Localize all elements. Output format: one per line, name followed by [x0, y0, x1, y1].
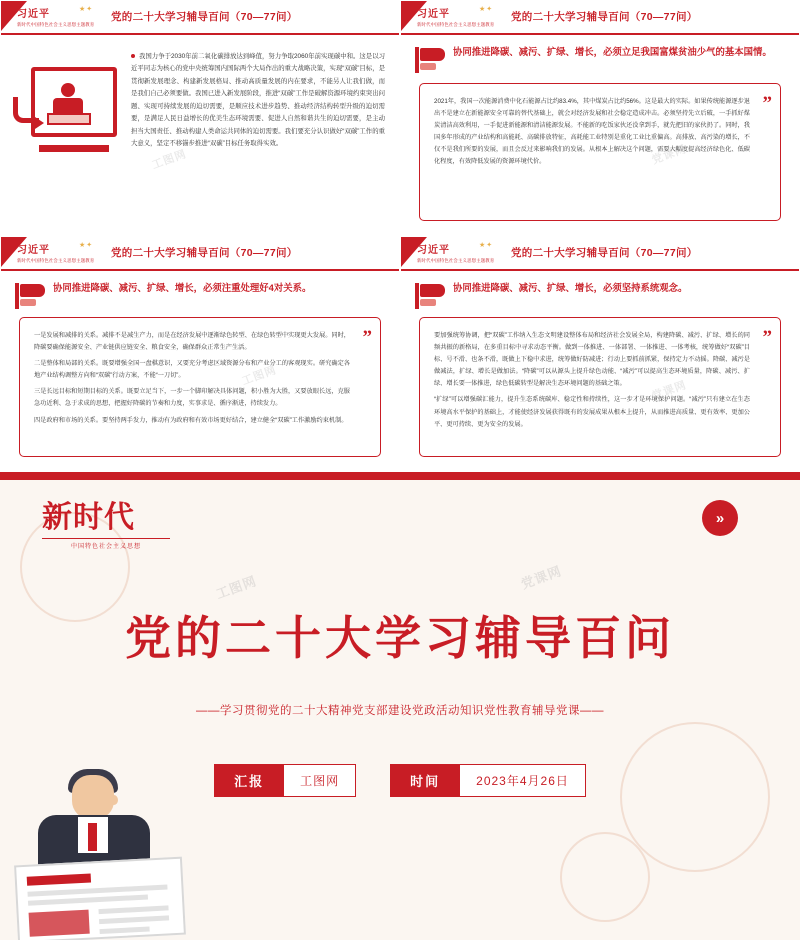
gear-decoration-icon	[560, 832, 650, 922]
slide-header	[1, 237, 399, 271]
quote-paragraph: “扩绿”可以增强碳汇能力，提升生态系统碳库、稳定性和持续性，这一步才是环境保护问题。“减污”只有建立在生态环境高水平保护的基础上，才能使经济发展获得既有的发展成果从根本上提升，从而推进高质量、更有效率、更加公平、更可持续、更为安全的发展。	[434, 396, 750, 428]
slide-paragraph	[131, 51, 385, 151]
time-group	[390, 764, 586, 797]
slide-header	[401, 1, 799, 35]
brand-subtitle: 新时代中国特色社会主义思想主题教育	[17, 22, 95, 27]
brand-name: 习近平	[417, 9, 450, 20]
quote-paragraph: 一是发展和减排的关系。减排不是减生产力，而是在经济发展中逐渐绿色转型、在绿色转型中实现更大发展。同时，降碳要确保能源安全、产业链供应链安全、粮食安全，确保群众正常生产生活。	[34, 332, 350, 352]
stars-icon: ★✦	[79, 6, 94, 13]
report-value: 工图网	[284, 764, 356, 797]
watermark: 工图网	[214, 573, 259, 602]
quote-mark-icon: ”	[762, 93, 772, 114]
slide-title: 党的二十大学习辅导百问（70—77问）	[111, 11, 298, 23]
slide-paragraph-text: 我国力争于2030年前二氧化碳排放达到峰值，努力争取2060年前实现碳中和。这是以习近平同志为核心的党中央统筹国内国际两个大局作出的重大战略决策，实现“双碳”目标，是贯彻新发展理念、构建新发展格局、推动高质量发展的内在要求，不能另人让我们做，而是我们自己必须要做。我国已进入新发展阶段，推进“双碳”工作是破解资源环境约束突出问题、实现可持续发展的迫切需要，是顺应技术进步趋势、推动经济结构转型升级的迫切需要，是满足人民日益增长的优美生态环境需要、促进人自然和谐共生的迫切需要，是主动担当大国责任、推动构建人类命运共同体的迫切需要。我们要充分认识做好“双碳”工作的重大意义，坚定不移锚步推进“双碳”目标任务取得实效。	[131, 53, 385, 148]
quote-card	[419, 317, 781, 457]
watermark: 工图网	[150, 148, 189, 172]
watermark: 工图网	[240, 364, 279, 388]
slide-heading: 协同推进降碳、减污、扩绿、增长，必须坚持系统观念。	[453, 282, 688, 293]
watermark: 党课网	[650, 379, 689, 403]
cover-top-strip	[0, 472, 800, 480]
slide-thumbnail-3[interactable]	[0, 236, 400, 472]
quote-paragraph: 二是整体和局部的关系。既要增强全国一盘棋意识，又要充分考虑区域资源分布和产业分工的客观现实。研究确定各地产业结构调整方向和“双碳”行动方案，不能“一刀切”。	[34, 360, 350, 380]
quote-paragraph: 三是长远目标和短期目标的关系。既要立足当下，一步一个脚印解决具体问题，积小胜为大胜，又要放眼长远，克服急功近利、急于求成的思想，把握好降碳的节奏和力度，实事求是、循序渐进，持续发力。	[34, 388, 350, 408]
quote-card	[19, 317, 381, 457]
slide-heading-row	[15, 281, 385, 309]
slide-body	[401, 273, 799, 471]
time-label: 时间	[390, 764, 460, 797]
page-title: 党的二十大学习辅导百问	[125, 613, 675, 664]
stars-icon: ★✦	[479, 6, 494, 13]
quote-paragraph: 四是政府和市场的关系。要坚持两手发力，推动有为政府和有效市场更好结合，建立健全“双碳”工作激励约束机制。	[34, 416, 348, 424]
slide-header	[401, 237, 799, 271]
slide-title: 党的二十大学习辅导百问（70—77问）	[111, 247, 298, 259]
slide-thumbnail-2[interactable]	[400, 0, 800, 236]
slide-thumbnail-1[interactable]	[0, 0, 400, 236]
slide-body	[1, 37, 399, 235]
cover-slide[interactable]	[0, 472, 800, 940]
brand-subtitle: 新时代中国特色社会主义思想主题教育	[17, 258, 95, 263]
flag-icon	[415, 47, 445, 73]
slide-body	[1, 273, 399, 471]
newspaper-reader-illustration	[10, 765, 190, 940]
quote-paragraph: 要加强统筹协调，把“双碳”工作纳入生态文明建设整体布局和经济社会发展全局，构建降碳、减污、扩绿、增长的同频共振的新格局，在多重目标中寻求动态平衡。做到一体推进、一体部署、一体推进、一体考核，统筹做好“双碳”目标、号不滑、也条不滑，既做上下稳中求进，统筹做好防减进；行动上要抓前抓紧，保持定力不动摇。降碳、减污是做减法，扩绿、增长是做加法。“降碳”可以从源头上提升绿色动能、“减污”可以提高生态环境质量，降碳、减污、扩绿、增长要一体推进，绿色低碳转型是解决生态环境问题的基础之策。	[434, 332, 750, 388]
report-group	[214, 764, 356, 797]
slide-header	[1, 1, 399, 35]
slide-title: 党的二十大学习辅导百问（70—77问）	[511, 247, 698, 259]
slide-body	[401, 37, 799, 235]
double-chevron-right-icon[interactable]: »	[702, 500, 738, 536]
new-era-logo	[42, 492, 192, 562]
quote-card	[419, 83, 781, 221]
watermark: 党课网	[519, 563, 564, 592]
slide-title: 党的二十大学习辅导百问（70—77问）	[511, 11, 698, 23]
slide-heading-row	[415, 281, 785, 309]
brand-subtitle: 新时代中国特色社会主义思想主题教育	[417, 22, 495, 27]
watermark: 党课网	[650, 143, 689, 167]
slide-heading: 协同推进降碳、减污、扩绿、增长，必须立足我国富煤贫油少气的基本国情。	[453, 46, 772, 57]
time-value: 2023年4月26日	[460, 764, 586, 797]
flag-icon	[415, 283, 445, 309]
brand-name: 习近平	[17, 9, 50, 20]
report-label: 汇报	[214, 764, 284, 797]
brand-name: 习近平	[17, 245, 50, 256]
bullet-icon	[131, 54, 135, 58]
quote-mark-icon: ”	[762, 327, 772, 348]
page-subtitle: ——学习贯彻党的二十大精神党支部建设党政活动知识党性教育辅导党课——	[196, 705, 604, 717]
flag-icon	[15, 283, 45, 309]
logo-title: 新时代	[42, 501, 135, 534]
logo-subtitle: 中国特色社会主义思想	[42, 538, 170, 550]
brand-name: 习近平	[417, 245, 450, 256]
reading-person-icon	[13, 53, 123, 163]
stars-icon: ★✦	[479, 242, 494, 249]
slide-heading-row	[415, 45, 785, 73]
stars-icon: ★✦	[79, 242, 94, 249]
slide-thumbnail-4[interactable]	[400, 236, 800, 472]
gear-decoration-icon	[620, 722, 770, 872]
quote-mark-icon: ”	[362, 327, 372, 348]
slide-heading: 协同推进降碳、减污、扩绿、增长，必须注重处理好4对关系。	[53, 282, 312, 293]
brand-subtitle: 新时代中国特色社会主义思想主题教育	[417, 258, 495, 263]
quote-paragraph: 2021年，我国一次能源消费中化石能源占比约83.4%，其中煤炭占比约56%。这是最大的实际。如果传统能源逐步退出不是建立在新能源安全可靠的替代基础上，就会对经济发展和社会稳定造成冲击。必须坚持先立后破，一手抓好煤炭清洁高效利用，一手促进新能源和清洁能源发展。不能新的吃饭家伙还没拿到手，就先把旧的家伙扔了。同时，我国多年形成的产业结构和高能耗、高碳排放特征，高耗能工业特别是重化工业比重偏高。高排放、高污染的增长，不仅不是我们所要的发展，而且会反过来影响我们的发展。从根本上解决这个问题，需要大幅度提高经济绿色化、低碳化程度，有效降低发展的资源环境代价。	[434, 98, 750, 166]
